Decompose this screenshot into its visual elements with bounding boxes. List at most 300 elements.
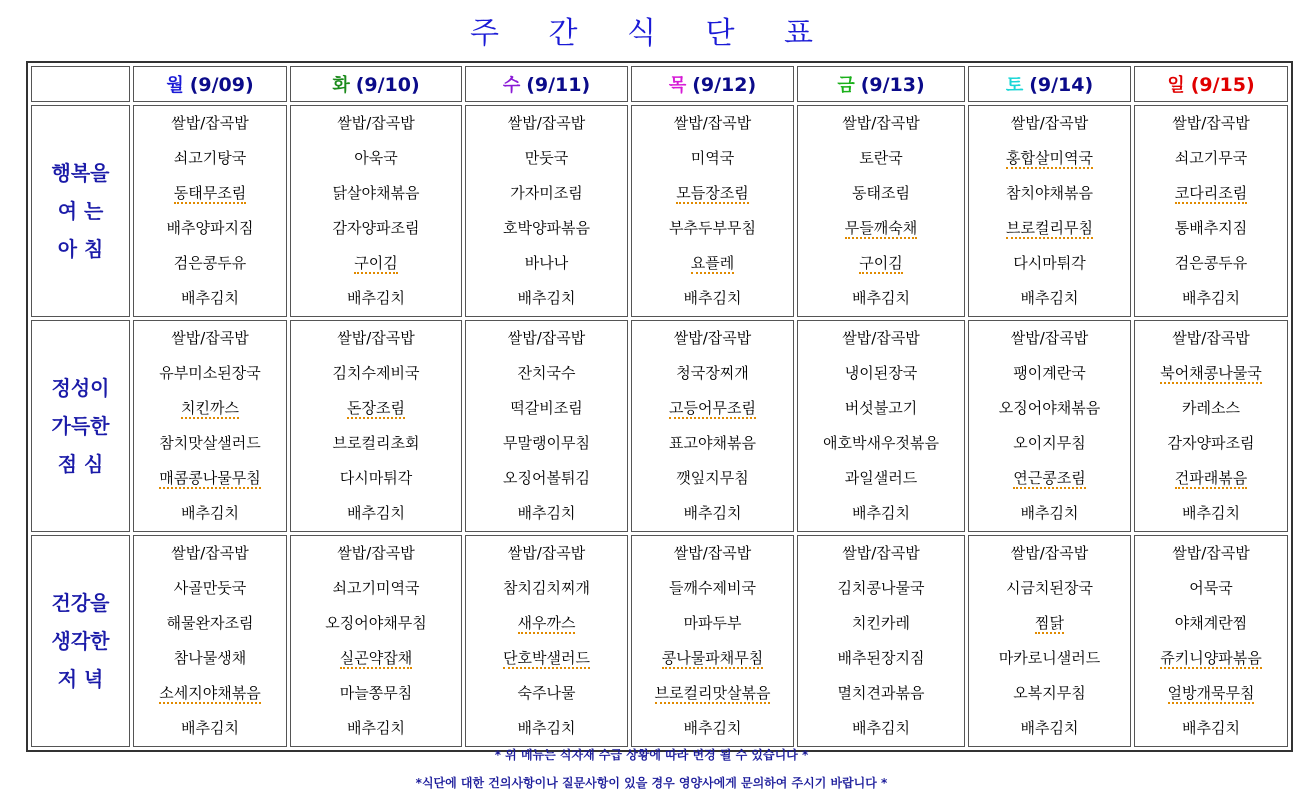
menu-item-text: 토란국 <box>859 149 903 167</box>
menu-item <box>969 571 1130 606</box>
menu-item <box>1135 281 1287 316</box>
menu-item <box>632 176 793 211</box>
menu-item <box>134 641 286 676</box>
meal-label-line: 생각한 <box>51 629 110 653</box>
menu-item-text: 얼방개묵무침 <box>1167 684 1255 702</box>
menu-item <box>798 391 964 426</box>
menu-item-text: 쌀밥/잡곡밥 <box>171 114 249 132</box>
meal-label-line: 점 심 <box>57 452 104 476</box>
menu-item-text: 시금치된장국 <box>1006 579 1093 597</box>
menu-item <box>969 496 1130 531</box>
menu-cell <box>465 535 628 747</box>
weekday-icon: 월 <box>166 75 184 96</box>
menu-item-text: 배추김치 <box>683 719 742 737</box>
menu-item <box>466 536 627 571</box>
menu-item-text: 쌀밥/잡곡밥 <box>507 114 586 132</box>
menu-item-text: 동태조림 <box>852 184 910 202</box>
menu-item <box>1135 536 1287 571</box>
menu-item <box>798 711 964 746</box>
menu-item <box>466 711 627 746</box>
menu-item-text: 쌀밥/잡곡밥 <box>1172 114 1250 132</box>
menu-cell <box>797 105 965 317</box>
menu-item <box>1135 391 1287 426</box>
menu-item-text: 다시마튀각 <box>1013 254 1086 272</box>
menu-cell <box>133 535 287 747</box>
menu-item-text: 배추김치 <box>181 289 239 307</box>
menu-item-text: 김치콩나물국 <box>837 579 925 597</box>
menu-item-text: 연근콩조림 <box>1013 469 1086 487</box>
menu-item-text: 통배추지짐 <box>1174 219 1248 237</box>
menu-item <box>1135 176 1287 211</box>
menu-item <box>291 461 461 496</box>
menu-item-text: 북어채콩나물국 <box>1160 364 1262 382</box>
menu-item <box>969 461 1130 496</box>
menu-item-text: 쌀밥/잡곡밥 <box>1010 329 1089 347</box>
menu-item-text: 배추김치 <box>1020 289 1079 307</box>
menu-change-note: * 위 메뉴는 식자재 수급 상황에 따라 변경 될 수 있습니다 * <box>494 748 809 762</box>
menu-item <box>466 391 627 426</box>
menu-item-text: 배추김치 <box>852 289 910 307</box>
menu-item-text: 구이김 <box>859 254 903 272</box>
menu-item <box>134 711 286 746</box>
menu-item-text: 바나나 <box>524 254 569 272</box>
menu-item-text: 브로컬리맛살볶음 <box>654 684 771 702</box>
menu-item-text: 쌀밥/잡곡밥 <box>673 329 752 347</box>
menu-item-text: 단호박샐러드 <box>503 649 590 667</box>
menu-item <box>134 426 286 461</box>
menu-item <box>632 641 793 676</box>
menu-item-text: 새우까스 <box>517 614 576 632</box>
menu-item-text: 찜닭 <box>1035 614 1064 632</box>
menu-item-text: 무들깨숙채 <box>844 219 918 237</box>
menu-item <box>466 321 627 356</box>
menu-cell <box>631 320 794 532</box>
menu-item <box>291 676 461 711</box>
menu-item-text: 가자미조림 <box>510 184 583 202</box>
menu-item-text: 쌀밥/잡곡밥 <box>171 544 249 562</box>
day-header-row <box>31 66 1288 102</box>
menu-item-text: 유부미소된장국 <box>159 364 261 382</box>
menu-item-text: 동태무조림 <box>173 184 247 202</box>
menu-item <box>632 246 793 281</box>
menu-item <box>969 141 1130 176</box>
menu-item <box>134 246 286 281</box>
menu-item <box>632 496 793 531</box>
page-title: 주 간 식 단 표 <box>469 16 834 51</box>
menu-item <box>632 461 793 496</box>
menu-item <box>134 176 286 211</box>
menu-item <box>798 496 964 531</box>
menu-item <box>134 281 286 316</box>
menu-cell <box>968 535 1131 747</box>
menu-item-text: 미역국 <box>690 149 735 167</box>
menu-item <box>969 211 1130 246</box>
menu-item-text: 콩나물파채무침 <box>661 649 764 667</box>
menu-item-text: 검은콩두유 <box>1174 254 1248 272</box>
menu-item <box>1135 641 1287 676</box>
menu-item-text: 떡갈비조림 <box>510 399 583 417</box>
menu-item <box>134 391 286 426</box>
meal-label-line: 행복을 <box>51 161 110 185</box>
menu-item-text: 감자양파조림 <box>1167 434 1255 452</box>
menu-cell <box>1134 320 1288 532</box>
menu-item <box>1135 211 1287 246</box>
menu-item-text: 치킨까스 <box>181 399 239 417</box>
menu-item <box>969 106 1130 141</box>
menu-item <box>466 106 627 141</box>
menu-cell <box>133 320 287 532</box>
corner-cell <box>31 66 130 102</box>
menu-item <box>134 536 286 571</box>
menu-item-text: 쇠고기무국 <box>1174 149 1248 167</box>
meal-label-line: 여 는 <box>57 199 104 223</box>
day-header <box>797 66 965 102</box>
menu-item <box>632 356 793 391</box>
menu-item <box>134 461 286 496</box>
menu-item <box>969 711 1130 746</box>
menu-item <box>134 356 286 391</box>
menu-item-text: 브로컬리무침 <box>1006 219 1093 237</box>
menu-item-text: 배추김치 <box>1182 504 1240 522</box>
menu-cell <box>465 105 628 317</box>
menu-item <box>134 106 286 141</box>
menu-item-text: 쌀밥/잡곡밥 <box>673 544 752 562</box>
day-header <box>465 66 628 102</box>
menu-item <box>291 281 461 316</box>
menu-item-text: 쌀밥/잡곡밥 <box>337 544 415 562</box>
menu-item-text: 쇠고기탕국 <box>173 149 247 167</box>
menu-item <box>1135 106 1287 141</box>
menu-item-text: 쌀밥/잡곡밥 <box>842 114 920 132</box>
menu-item <box>632 106 793 141</box>
menu-item-text: 참나물생채 <box>173 649 247 667</box>
menu-item <box>632 426 793 461</box>
menu-item-text: 소세지야채볶음 <box>159 684 261 702</box>
menu-item <box>466 571 627 606</box>
menu-item-text: 쌀밥/잡곡밥 <box>1010 114 1089 132</box>
menu-item <box>969 246 1130 281</box>
menu-item <box>1135 321 1287 356</box>
menu-cell <box>290 535 462 747</box>
menu-item <box>632 141 793 176</box>
menu-item <box>466 461 627 496</box>
menu-item-text: 배추김치 <box>181 719 239 737</box>
menu-item <box>291 536 461 571</box>
menu-item-text: 배추김치 <box>1020 504 1079 522</box>
menu-item <box>291 141 461 176</box>
menu-item-text: 마카로니샐러드 <box>998 649 1101 667</box>
day-header <box>290 66 462 102</box>
menu-item-text: 마파두부 <box>683 614 742 632</box>
menu-item-text: 배추김치 <box>347 504 405 522</box>
meal-label-line: 건강을 <box>51 591 110 615</box>
menu-item-text: 오징어야채볶음 <box>998 399 1101 417</box>
menu-item-text: 야채계란찜 <box>1174 614 1248 632</box>
menu-item <box>798 606 964 641</box>
menu-item-text: 쇠고기미역국 <box>332 579 420 597</box>
menu-item <box>1135 676 1287 711</box>
menu-item <box>466 281 627 316</box>
menu-item <box>291 211 461 246</box>
menu-item <box>798 536 964 571</box>
menu-cell <box>968 320 1131 532</box>
menu-item-text: 감자양파조림 <box>332 219 420 237</box>
menu-item-text: 쌀밥/잡곡밥 <box>507 544 586 562</box>
menu-item <box>466 676 627 711</box>
menu-item-text: 오징어볼튀김 <box>503 469 590 487</box>
menu-item-text: 쌀밥/잡곡밥 <box>337 329 415 347</box>
menu-cell <box>290 105 462 317</box>
menu-item-text: 무말랭이무침 <box>503 434 590 452</box>
menu-item-text: 배추김치 <box>1182 719 1240 737</box>
menu-item <box>632 606 793 641</box>
menu-item <box>291 391 461 426</box>
menu-item-text: 쌀밥/잡곡밥 <box>1010 544 1089 562</box>
menu-item <box>134 211 286 246</box>
menu-item <box>466 606 627 641</box>
menu-item-text: 배추된장지짐 <box>837 649 925 667</box>
menu-item <box>134 141 286 176</box>
menu-item <box>632 536 793 571</box>
menu-item-text: 호박양파볶음 <box>503 219 590 237</box>
menu-item-text: 냉이된장국 <box>844 364 918 382</box>
menu-item-text: 배추김치 <box>683 289 742 307</box>
menu-item <box>1135 571 1287 606</box>
menu-item <box>1135 141 1287 176</box>
menu-item <box>632 321 793 356</box>
meal-row <box>31 105 1288 317</box>
weekday-icon: 금 <box>837 75 855 96</box>
menu-item-text: 쌀밥/잡곡밥 <box>171 329 249 347</box>
menu-item <box>632 711 793 746</box>
meal-label-line: 정성이 <box>51 376 110 400</box>
menu-item-text: 닭살야채볶음 <box>332 184 420 202</box>
menu-item <box>466 496 627 531</box>
menu-item <box>466 176 627 211</box>
menu-item-text: 표고야채볶음 <box>669 434 756 452</box>
menu-item <box>291 356 461 391</box>
menu-item <box>969 356 1130 391</box>
meal-label-line: 가득한 <box>51 414 110 438</box>
weekday-icon: 일 <box>1167 75 1185 96</box>
day-date-label: (9/10) <box>355 74 420 96</box>
menu-item <box>632 211 793 246</box>
day-date-label: (9/13) <box>860 74 925 96</box>
menu-item-text: 버섯불고기 <box>844 399 918 417</box>
menu-item <box>798 281 964 316</box>
day-date-label: (9/11) <box>526 74 591 96</box>
menu-item-text: 숙주나물 <box>517 684 576 702</box>
menu-item-text: 다시마튀각 <box>339 469 413 487</box>
meal-label <box>31 105 130 317</box>
menu-cell <box>968 105 1131 317</box>
menu-item <box>632 281 793 316</box>
menu-item-text: 참치김치찌개 <box>503 579 590 597</box>
menu-item <box>466 641 627 676</box>
menu-item-text: 깻잎지무침 <box>676 469 749 487</box>
menu-item-text: 참치야채볶음 <box>1006 184 1093 202</box>
menu-item-text: 쌀밥/잡곡밥 <box>842 329 920 347</box>
day-header <box>1134 66 1288 102</box>
menu-item-text: 모듬장조림 <box>676 184 749 202</box>
menu-item <box>632 391 793 426</box>
menu-item <box>134 676 286 711</box>
meal-label <box>31 320 130 532</box>
menu-item <box>969 281 1130 316</box>
day-date-label: (9/15) <box>1190 74 1255 96</box>
menu-item-text: 아욱국 <box>354 149 398 167</box>
menu-item-text: 배추김치 <box>852 504 910 522</box>
menu-cell <box>631 535 794 747</box>
menu-item <box>798 211 964 246</box>
menu-item <box>632 571 793 606</box>
menu-item <box>466 426 627 461</box>
menu-item <box>291 106 461 141</box>
menu-item <box>291 246 461 281</box>
menu-item-text: 치킨카레 <box>852 614 910 632</box>
menu-item-text: 고등어무조림 <box>669 399 756 417</box>
menu-item <box>798 571 964 606</box>
menu-cell <box>465 320 628 532</box>
day-date-label: (9/14) <box>1029 74 1094 96</box>
menu-item-text: 오징어야채무침 <box>325 614 427 632</box>
menu-item <box>798 461 964 496</box>
menu-item-text: 사골만둣국 <box>173 579 247 597</box>
menu-cell <box>290 320 462 532</box>
menu-item-text: 구이김 <box>354 254 398 272</box>
menu-item <box>969 391 1130 426</box>
menu-item-text: 멸치견과볶음 <box>837 684 925 702</box>
menu-item <box>969 676 1130 711</box>
menu-item-text: 오복지무침 <box>1013 684 1086 702</box>
menu-item <box>291 426 461 461</box>
weekday-icon: 토 <box>1005 75 1024 96</box>
meal-label <box>31 535 130 747</box>
meal-row <box>31 535 1288 747</box>
day-header <box>631 66 794 102</box>
menu-item-text: 배추김치 <box>517 719 576 737</box>
menu-item-text: 쌀밥/잡곡밥 <box>673 114 752 132</box>
menu-item <box>134 321 286 356</box>
meal-label-line: 아 침 <box>57 237 104 261</box>
menu-item <box>798 246 964 281</box>
menu-item <box>466 356 627 391</box>
menu-item-text: 오이지무침 <box>1013 434 1086 452</box>
menu-item-text: 들깨수제비국 <box>669 579 756 597</box>
menu-item-text: 쥬키니양파볶음 <box>1160 649 1262 667</box>
menu-item <box>969 321 1130 356</box>
menu-item-text: 브로컬리초회 <box>332 434 420 452</box>
menu-item-text: 팽이계란국 <box>1013 364 1086 382</box>
menu-item <box>291 606 461 641</box>
menu-item-text: 돈장조림 <box>347 399 405 417</box>
menu-item <box>1135 711 1287 746</box>
menu-item-text: 배추김치 <box>347 289 405 307</box>
menu-item-text: 쌀밥/잡곡밥 <box>507 329 586 347</box>
meal-row <box>31 320 1288 532</box>
day-header <box>133 66 287 102</box>
menu-item <box>969 606 1130 641</box>
menu-item-text: 참치맛살샐러드 <box>159 434 261 452</box>
menu-item <box>1135 426 1287 461</box>
menu-item <box>466 246 627 281</box>
menu-item <box>291 571 461 606</box>
menu-item-text: 배추김치 <box>683 504 742 522</box>
menu-item-text: 배추김치 <box>1020 719 1079 737</box>
menu-item <box>969 426 1130 461</box>
menu-item <box>1135 606 1287 641</box>
menu-item-text: 쌀밥/잡곡밥 <box>1172 329 1250 347</box>
menu-item <box>134 496 286 531</box>
weekday-icon: 화 <box>332 75 350 96</box>
menu-item-text: 배추김치 <box>1182 289 1240 307</box>
menu-item <box>134 606 286 641</box>
menu-cell <box>1134 535 1288 747</box>
menu-item <box>1135 246 1287 281</box>
menu-item <box>291 711 461 746</box>
menu-item-text: 어묵국 <box>1189 579 1233 597</box>
weekly-menu-table <box>26 61 1293 752</box>
menu-item <box>798 176 964 211</box>
day-header <box>968 66 1131 102</box>
menu-item <box>466 211 627 246</box>
menu-item-text: 배추김치 <box>347 719 405 737</box>
day-date-label: (9/12) <box>692 74 757 96</box>
menu-item <box>291 176 461 211</box>
menu-item-text: 홍합살미역국 <box>1006 149 1093 167</box>
menu-item <box>291 496 461 531</box>
menu-item-text: 마늘쫑무침 <box>339 684 413 702</box>
menu-item-text: 배추김치 <box>181 504 239 522</box>
menu-item-text: 건파래볶음 <box>1174 469 1248 487</box>
menu-item <box>1135 356 1287 391</box>
weekday-icon: 목 <box>668 75 687 96</box>
menu-item <box>969 641 1130 676</box>
menu-item <box>1135 461 1287 496</box>
menu-item-text: 배추김치 <box>517 504 576 522</box>
menu-item-text: 실곤약잡채 <box>339 649 413 667</box>
meal-label-line: 저 녁 <box>57 667 104 691</box>
menu-item <box>969 536 1130 571</box>
menu-cell <box>133 105 287 317</box>
menu-item <box>798 141 964 176</box>
menu-item-text: 과일샐러드 <box>844 469 918 487</box>
menu-item-text: 부추두부무침 <box>669 219 756 237</box>
menu-cell <box>1134 105 1288 317</box>
menu-item <box>798 356 964 391</box>
menu-item-text: 김치수제비국 <box>332 364 420 382</box>
menu-item <box>798 641 964 676</box>
menu-item <box>134 571 286 606</box>
menu-item-text: 애호박새우젓볶음 <box>823 434 939 452</box>
menu-item-text: 검은콩두유 <box>173 254 247 272</box>
menu-item-text: 배추김치 <box>517 289 576 307</box>
menu-item-text: 만둣국 <box>524 149 569 167</box>
menu-cell <box>797 535 965 747</box>
menu-item <box>466 141 627 176</box>
day-date-label: (9/09) <box>189 74 254 96</box>
menu-item-text: 청국장찌개 <box>676 364 749 382</box>
menu-item-text: 쌀밥/잡곡밥 <box>842 544 920 562</box>
menu-cell <box>797 320 965 532</box>
menu-item <box>291 321 461 356</box>
inquiry-note: *식단에 대한 건의사항이나 질문사항이 있을 경우 영양사에게 문의하여 주시기 바랍니다 * <box>415 776 888 790</box>
menu-item-text: 코다리조림 <box>1174 184 1248 202</box>
menu-item-text: 해물완자조림 <box>166 614 254 632</box>
weekday-icon: 수 <box>502 75 521 96</box>
menu-item-text: 배추양파지짐 <box>166 219 254 237</box>
menu-item-text: 쌀밥/잡곡밥 <box>1172 544 1250 562</box>
